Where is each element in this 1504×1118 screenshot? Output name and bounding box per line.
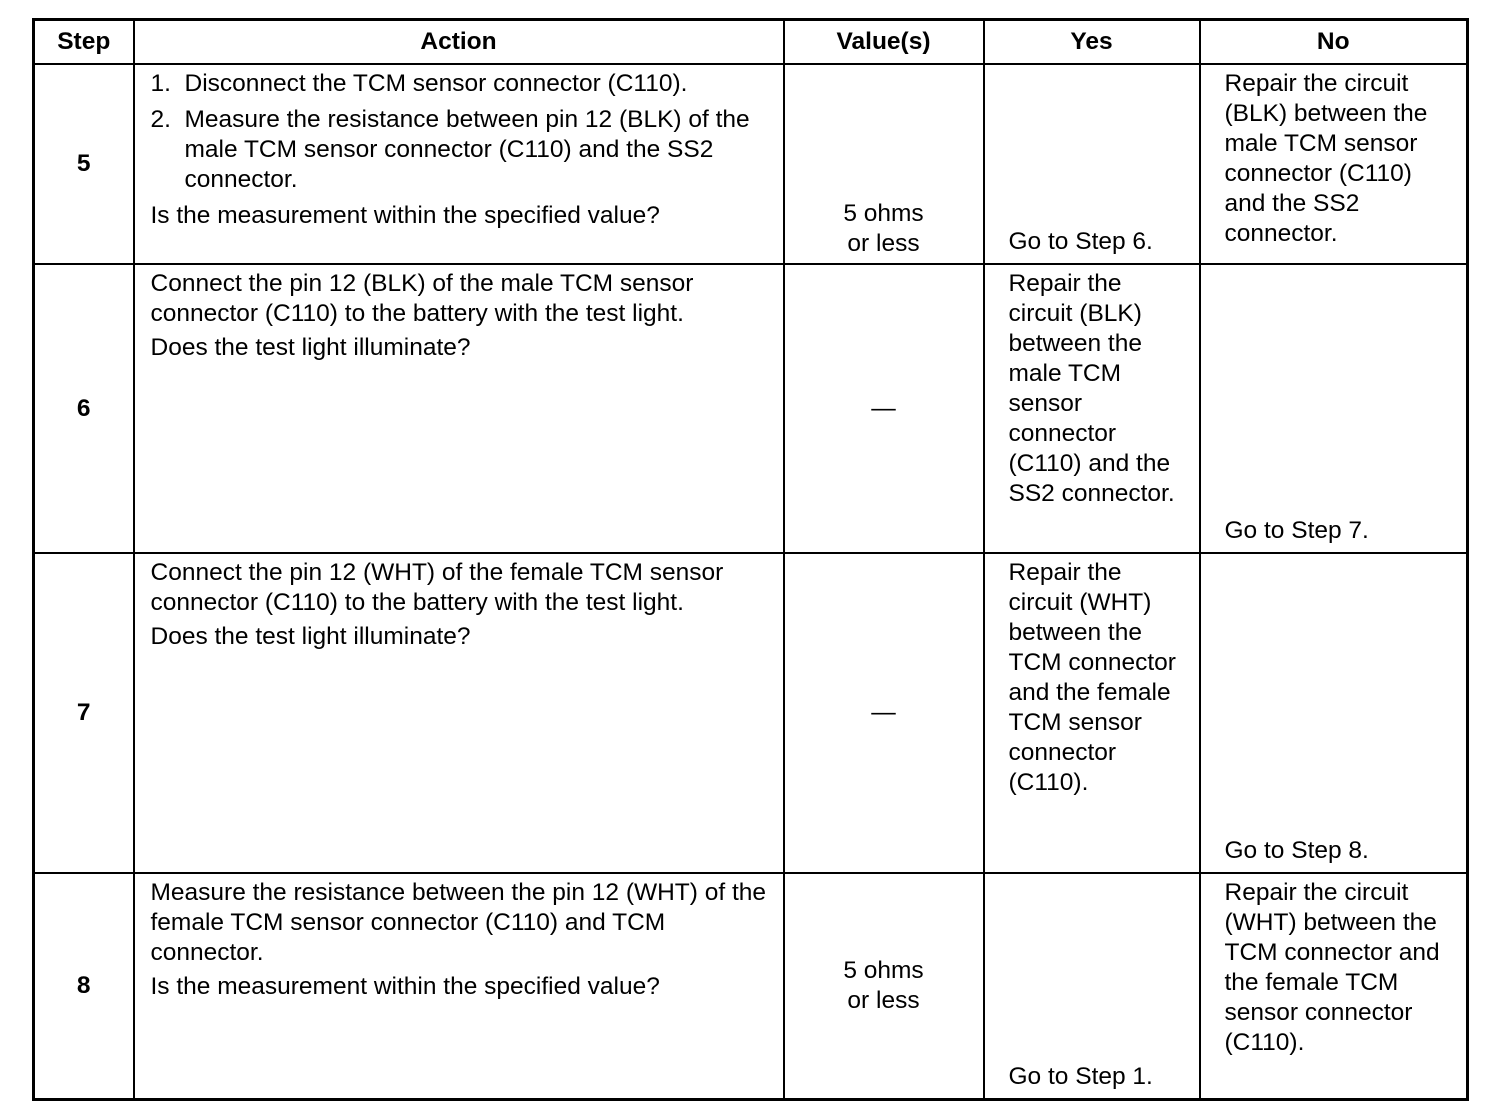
step-number: 6	[34, 264, 134, 553]
action-step-item	[151, 105, 773, 195]
step-number: 5	[34, 64, 134, 264]
value-cell: —	[784, 553, 984, 873]
action-cell	[134, 264, 784, 553]
yes-cell: Repair the circuit (WHT) between the TCM connector and the female TCM sensor connector (C110).	[984, 553, 1200, 873]
yes-cell: Go to Step 6.	[984, 64, 1200, 264]
table-row-step-7	[34, 553, 1468, 873]
no-cell: Repair the circuit (WHT) between the TCM connector and the female TCM sensor connector (C110).	[1200, 873, 1468, 1100]
action-cell	[134, 64, 784, 264]
header-action: Action	[134, 20, 784, 65]
no-cell: Go to Step 7.	[1200, 264, 1468, 553]
no-cell: Go to Step 8.	[1200, 553, 1468, 873]
step-number: 8	[34, 873, 134, 1100]
value-cell: —	[784, 264, 984, 553]
value-cell: 5 ohms or less	[784, 873, 984, 1100]
value-cell: 5 ohms or less	[784, 64, 984, 264]
table-row-step-5	[34, 64, 1468, 264]
action-step-number: 1.	[150, 70, 171, 97]
action-cell	[134, 553, 784, 873]
no-cell: Repair the circuit (BLK) between the male TCM sensor connector (C110) and the SS2 connector.	[1200, 64, 1468, 264]
table-row-step-8	[34, 873, 1468, 1100]
yes-cell: Repair the circuit (BLK) between the male TCM sensor connector (C110) and the SS2 connector.	[984, 264, 1200, 553]
action-step-item	[151, 69, 773, 99]
header-values: Value(s)	[784, 20, 984, 65]
table-row-step-6	[34, 264, 1468, 553]
action-text: Connect the pin 12 (WHT) of the female TCM sensor connector (C110) to the battery with the test light.	[150, 559, 724, 616]
step-number: 7	[34, 553, 134, 873]
header-row	[34, 20, 1468, 65]
action-step-text: Measure the resistance between pin 12 (BLK) of the male TCM sensor connector (C110) and the SS2 connector.	[184, 106, 750, 193]
action-step-number: 2.	[150, 106, 171, 133]
action-text: Measure the resistance between the pin 12 (WHT) of the female TCM sensor connector (C110) and TCM connector.	[150, 879, 767, 966]
action-step-list	[151, 69, 773, 195]
action-question: Does the test light illuminate?	[150, 623, 471, 650]
header-yes: Yes	[984, 20, 1200, 65]
action-question: Is the measurement within the specified value?	[150, 202, 660, 229]
header-no: No	[1200, 20, 1468, 65]
yes-cell: Go to Step 1.	[984, 873, 1200, 1100]
action-question: Does the test light illuminate?	[150, 334, 471, 361]
action-question: Is the measurement within the specified value?	[150, 973, 660, 1000]
action-cell	[134, 873, 784, 1100]
header-step: Step	[34, 20, 134, 65]
action-step-text: Disconnect the TCM sensor connector (C110).	[184, 70, 688, 97]
action-text: Connect the pin 12 (BLK) of the male TCM sensor connector (C110) to the battery with the test light.	[150, 270, 694, 327]
diagnostic-table	[32, 18, 1469, 1101]
